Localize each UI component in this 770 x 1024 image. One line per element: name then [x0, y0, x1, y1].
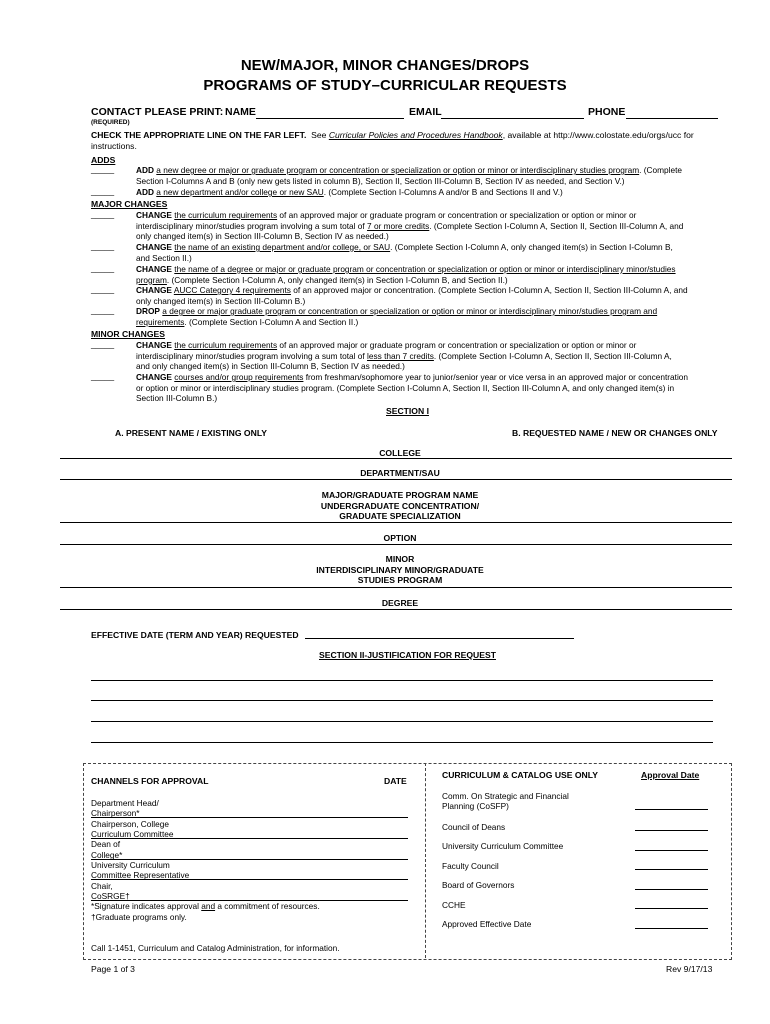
major-check-1[interactable]: _____	[91, 209, 115, 219]
adds-item-2: ADD a new department and/or college or new SAU. (Complete Section I-Columns A and/or B and Sections II and V.)	[136, 187, 563, 197]
contact-label: CONTACT PLEASE PRINT:	[91, 106, 224, 118]
instructions: CHECK THE APPROPRIATE LINE ON THE FAR LEFT. See Curricular Policies and Procedures Handbook, available at http://www.colostate.edu/orgs/ucc for	[91, 130, 694, 140]
major-check-2[interactable]: _____	[91, 241, 115, 251]
page-number: Page 1 of 3	[91, 964, 135, 974]
college-label-approval: College*	[91, 850, 123, 860]
graduate-note: †Graduate programs only.	[91, 912, 187, 922]
required-note: (REQUIRED)	[91, 119, 130, 126]
minor-item-1: CHANGE the curriculum requirements of an approved major or graduate program or concentration or specialization or option or minor or interdisciplinary minor/studies program involving a sum total of less than 7 credits. (Complete Section I-Column A, Section II, Section III-Column A, and only changed item(s) in Section III-Column B, Section IV as needed.)	[136, 340, 672, 372]
major-program-field[interactable]	[60, 522, 732, 523]
committee-rep-label: Committee Representative	[91, 870, 190, 880]
dean-of-label: Dean of	[91, 839, 121, 849]
email-field[interactable]	[441, 118, 584, 119]
option-label: OPTION	[383, 533, 417, 543]
college-label: COLLEGE	[379, 448, 421, 458]
concentration-label: UNDERGRADUATE CONCENTRATION/	[320, 501, 480, 511]
major-item-3: CHANGE the name of a degree or major or graduate program or concentration or specialization or option or minor or interdisciplinary minor/studies program. (Complete Section I-Column A, only changed item(s) in Section I-Column B, and Section II.)	[136, 264, 676, 285]
cche-date-line[interactable]	[635, 908, 708, 909]
channels-heading: CHANNELS FOR APPROVAL	[91, 776, 209, 786]
curr-committee-label: Curriculum Committee	[91, 829, 174, 839]
justification-line-1[interactable]	[91, 680, 713, 681]
college-field[interactable]	[60, 458, 732, 459]
faculty-council-label: Faculty Council	[442, 861, 499, 871]
section1-title: SECTION I	[386, 406, 429, 416]
department-field[interactable]	[60, 479, 732, 480]
approval-box	[83, 763, 732, 960]
minor-check-2[interactable]: _____	[91, 371, 115, 381]
minor-item-2: CHANGE courses and/or group requirements from freshman/sophomore year to junior/senior year or vice versa in an approved major or concentration or option or minor or interdisciplinary studies program. (Complete Section I-Column A, Section II, Section III-Column A, and only changed item(s) in Section III-Column B.)	[136, 372, 689, 404]
name-field[interactable]	[256, 118, 404, 119]
cosfp-date-line[interactable]	[635, 809, 708, 810]
council-deans-date-line[interactable]	[635, 830, 708, 831]
major-check-5[interactable]: _____	[91, 305, 115, 315]
cosfp-label-2: Planning (CoSFP)	[442, 801, 509, 811]
call-info: Call 1-1451, Curriculum and Catalog Administration, for information.	[91, 943, 340, 953]
form-title-line2: PROGRAMS OF STUDY–CURRICULAR REQUESTS	[203, 77, 567, 94]
major-item-1: CHANGE the curriculum requirements of an approved major or graduate program or concentration or specialization or option or minor or interdisciplinary minor/studies program involving a sum total of 7 or more credits. (Complete Section I-Column A, Section II, Section III-Column A, and only changed item(s) in Section III-Column B, Section IV as needed.)	[136, 210, 684, 242]
ucc-label: University Curriculum Committee	[442, 841, 564, 851]
effective-date-label: EFFECTIVE DATE (TERM AND YEAR) REQUESTED	[91, 630, 299, 640]
dept-head-signature-line[interactable]	[91, 817, 408, 818]
justification-line-3[interactable]	[91, 721, 713, 722]
cche-label: CCHE	[442, 900, 466, 910]
specialization-label: GRADUATE SPECIALIZATION	[339, 511, 461, 521]
major-program-label: MAJOR/GRADUATE PROGRAM NAME	[321, 490, 479, 500]
chairperson-label: Chairperson*	[91, 808, 140, 818]
ucc-rep-signature-line[interactable]	[91, 879, 408, 880]
council-deans-label: Council of Deans	[442, 822, 506, 832]
justification-line-2[interactable]	[91, 700, 713, 701]
minor-heading: MINOR CHANGES	[91, 329, 166, 339]
catalog-heading: CURRICULUM & CATALOG USE ONLY	[442, 770, 598, 780]
phone-label: PHONE	[588, 106, 626, 118]
approval-divider	[425, 763, 426, 958]
degree-label: DEGREE	[381, 598, 419, 608]
adds-check-2[interactable]: _____	[91, 186, 115, 196]
major-check-4[interactable]: _____	[91, 284, 115, 294]
major-item-4: CHANGE AUCC Category 4 requirements of an approved major or concentration. (Complete Section I-Column A, Section II, Section III-Column A, and only changed item(s) in Section III-Column B.)	[136, 285, 688, 306]
adds-check-1[interactable]: _____	[91, 164, 115, 174]
major-item-5: DROP a degree or major graduate program or concentration or specialization or option or minor or interdisciplinary minor/studies program and requirements. (Complete Section I-Column A and Section II.)	[136, 306, 658, 327]
univ-curr-label: University Curriculum	[91, 860, 170, 870]
minor-field[interactable]	[60, 587, 732, 588]
approved-effective-date-line[interactable]	[635, 928, 708, 929]
minor-check-1[interactable]: _____	[91, 339, 115, 349]
chair-college-label: Chairperson, College	[91, 819, 169, 829]
revision-date: Rev 9/17/13	[666, 964, 713, 974]
form-title-line1: NEW/MAJOR, MINOR CHANGES/DROPS	[240, 57, 530, 74]
column-b-heading: B. REQUESTED NAME / NEW OR CHANGES ONLY	[512, 428, 718, 438]
name-label: NAME	[225, 106, 256, 118]
option-field[interactable]	[60, 544, 732, 545]
cosrge-label: CoSRGE†	[91, 891, 130, 901]
college-committee-signature-line[interactable]	[91, 838, 408, 839]
signature-note: *Signature indicates approval and a commitment of resources.	[91, 901, 320, 911]
chair-label: Chair,	[91, 881, 113, 891]
justification-line-4[interactable]	[91, 742, 713, 743]
cosfp-label-1: Comm. On Strategic and Financial	[442, 791, 569, 801]
major-check-3[interactable]: _____	[91, 263, 115, 273]
minor-label: MINOR	[385, 554, 415, 564]
adds-item-1: ADD a new degree or major or graduate program or concentration or specialization or option or minor or interdisciplinary studies program. (Complete Section I-Columns A and B (only new gets listed in column B), Section II, Section III-Column B, Section IV as needed, and Section V.)	[136, 165, 683, 186]
major-item-2: CHANGE the name of an existing department and/or college, or SAU. (Complete Section I-Column A, only changed item(s) in Section I-Column B, and Section II.)	[136, 242, 673, 263]
phone-field[interactable]	[626, 118, 718, 119]
section2-title: SECTION II-JUSTIFICATION FOR REQUEST	[319, 650, 496, 660]
ucc-date-line[interactable]	[635, 850, 708, 851]
studies-program-label: STUDIES PROGRAM	[357, 575, 443, 585]
major-heading: MAJOR CHANGES	[91, 199, 168, 209]
column-a-heading: A. PRESENT NAME / EXISTING ONLY	[115, 428, 268, 438]
interdisciplinary-label: INTERDISCIPLINARY MINOR/GRADUATE	[316, 565, 484, 575]
instructions-line2: instructions.	[91, 141, 137, 151]
effective-date-field[interactable]	[305, 638, 574, 639]
adds-heading: ADDS	[91, 155, 116, 165]
board-governors-label: Board of Governors	[442, 880, 515, 890]
board-governors-date-line[interactable]	[635, 889, 708, 890]
date-heading: DATE	[384, 776, 407, 786]
email-label: EMAIL	[409, 106, 442, 118]
approval-date-heading: Approval Date	[641, 770, 700, 780]
degree-field[interactable]	[60, 609, 732, 610]
faculty-council-date-line[interactable]	[635, 869, 708, 870]
approved-effective-label: Approved Effective Date	[442, 919, 532, 929]
department-label: DEPARTMENT/SAU	[360, 468, 440, 478]
dept-head-label: Department Head/	[91, 798, 159, 808]
handbook-link[interactable]: Curricular Policies and Procedures Handbook	[328, 130, 503, 140]
